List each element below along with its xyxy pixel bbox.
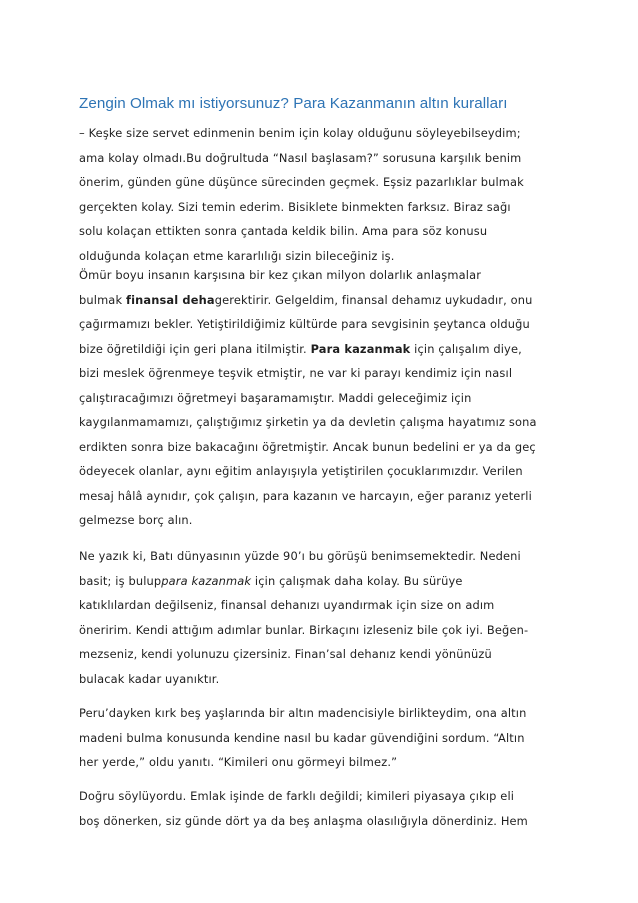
bold-phrase: Para kazanmak: [310, 341, 411, 356]
paragraph-1: [79, 121, 564, 268]
text-line: mesaj hâlâ aynıdır, çok çalışın, para kazanın ve harcayın, eğer paranız yeterli: [79, 488, 532, 503]
text-line: – Keşke size servet edinmenin benim için kolay olduğunu söyleyebilseydim;: [79, 126, 521, 140]
bold-phrase: finansal deha: [125, 292, 215, 307]
paragraph-4: [79, 701, 564, 775]
text-line: solu kolaçan ettikten sonra çantada keldik bilin. Ama para söz konusu: [79, 224, 488, 238]
text-line: Doğru söylüyordu. Emlak işinde de farklı değildi; kimileri piyasaya çıkıp eli: [79, 789, 515, 803]
text-line: olduğunda kolaçan etme kararlılığı sizin bileceğiniz iş.: [79, 248, 395, 263]
text-run: gerektirir. Gelgeldim, finansal dehamız uykudadır, onu: [214, 292, 533, 307]
paragraph-3: [79, 544, 564, 691]
text-line: erdikten sonra bize bakacağını öğretmiştir. Ancak bunun bedelini er ya da geç: [79, 439, 536, 454]
text-line: gerçekten kolay. Sizi temin ederim. Bisiklete binmekten farksız. Biraz sağı: [79, 199, 511, 214]
document-title: Zengin Olmak mı istiyorsunuz? Para Kazanmanın altın kuralları: [79, 95, 508, 112]
text-line: Ne yazık ki, Batı dünyasının yüzde 90’ı bu görüşü benimsemektedir. Nedeni: [79, 549, 521, 563]
text-line: önerim, günden güne düşünce sürecinden geçmek. Eşsiz pazarlıklar bulmak: [79, 175, 524, 189]
text-run: için çalışmak daha kolay. Bu sürüye: [251, 573, 463, 588]
text-run: basit; iş bulup: [79, 573, 162, 588]
text-line: katıklılardan değilseniz, finansal dehanızı uyandırmak için size on adım: [79, 598, 495, 612]
paragraph-5: [79, 784, 564, 833]
text-line: [79, 337, 564, 362]
text-line: çalıştıracağımızı öğretmeyi başaramamıştır. Maddi geleceğimiz için: [79, 390, 472, 405]
text-line: Peru’dayken kırk beş yaşlarında bir altın madencisiyle birlikteydim, ona altın: [79, 706, 527, 720]
text-line: [79, 569, 564, 594]
text-line: Ömür boyu insanın karşısına bir kez çıkan milyon dolarlık anlaşmalar: [79, 268, 482, 282]
italic-phrase: para kazanmak: [161, 573, 252, 588]
text-line: mezseniz, kendi yolunuzu çizersiniz. Finan’sal dehanız kendi yönünüzü: [79, 647, 492, 661]
text-line: gelmezse borç alın.: [79, 513, 193, 527]
text-line: bizi meslek öğrenmeye teşvik etmiştir, ne var ki parayı kendimiz için nasıl: [79, 366, 513, 380]
text-line: bulacak kadar uyanıktır.: [79, 671, 220, 686]
text-line: çağırmamızı bekler. Yetiştirildiğimiz kültürde para sevgisinin şeytanca olduğu: [79, 317, 530, 331]
text-line: ama kolay olmadı.Bu doğrultuda “Nasıl başlasam?” sorusuna karşılık benim: [79, 150, 522, 165]
text-line: her yerde,” oldu yanıtı. “Kimileri onu görmeyi bilmez.”: [79, 755, 398, 769]
paragraph-2: [79, 263, 564, 533]
text-line: kaygılanmamamızı, çalıştığımız şirketin ya da devletin çalışma hayatımız sona: [79, 415, 537, 429]
text-line: [79, 288, 564, 313]
text-line: ödeyecek olanlar, aynı eğitim anlayışıyla yetiştirilen çocuklarımızdır. Verilen: [79, 464, 523, 478]
text-run: bize öğretildiği için geri plana itilmiştir.: [79, 341, 311, 356]
text-line: boş dönerken, siz günde dört ya da beş anlaşma olasılığıyla dönerdiniz. Hem: [79, 813, 528, 828]
text-run: bulmak: [79, 292, 126, 307]
text-run: için çalışalım diye,: [410, 341, 522, 356]
text-line: madeni bulma konusunda kendine nasıl bu kadar güvendiğini sordum. “Altın: [79, 730, 525, 745]
text-line: öneririm. Kendi attığım adımlar bunlar. Birkaçını izleseniz bile çok iyi. Beğen-: [79, 622, 529, 637]
